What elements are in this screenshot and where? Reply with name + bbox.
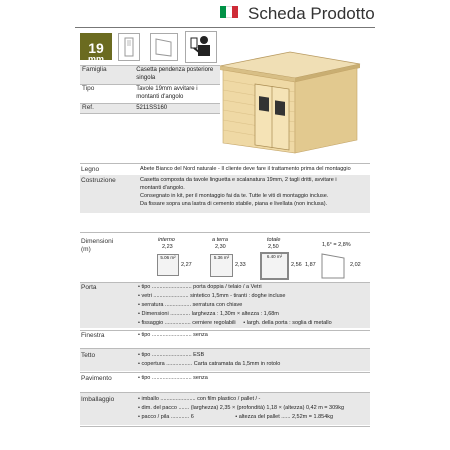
divider <box>80 426 370 427</box>
summary-value: Casetta pendenza posteriore singola <box>136 67 214 81</box>
interno-height: 2,27 <box>181 262 192 268</box>
side-height-front: 1,87 <box>305 262 316 268</box>
totale-plan <box>260 252 289 280</box>
roof-slope: 1,6° = 2,8% <box>322 242 351 248</box>
thickness-value: 19 <box>88 40 104 56</box>
imballaggio-item: • imballo ....................... con film plastico / pallet / - <box>138 396 261 402</box>
aterra-width: 2,30 <box>215 244 226 250</box>
interno-plan <box>157 254 179 276</box>
totale-width: 2,50 <box>268 244 279 250</box>
legno-label: Legno <box>81 166 100 173</box>
legno-value: Abete Bianco del Nord naturale - Il cliente deve fare il trattamento prima del montaggio <box>140 166 351 172</box>
summary-row-tipo <box>80 84 220 103</box>
aterra-area: 5.36 m² <box>213 255 230 260</box>
porta-item: • Dimensioni ............. larghezza : 1,30m × altezza : 1,68m <box>138 311 279 317</box>
tetto-section <box>80 349 370 371</box>
porta-label: Porta <box>81 284 97 291</box>
costruzione-line: Consegnato in kit, per il montaggio fai da te. Tutte le viti di montaggio incluse. <box>140 193 329 199</box>
porta-item: • vetri ....................... sintetico 1,5mm - tiranti : doghe incluse <box>138 293 286 299</box>
wall-panel-icon <box>150 33 178 61</box>
side-profile <box>318 250 348 280</box>
italian-flag <box>220 6 238 18</box>
tetto-item: • tipo .......................... ESB <box>138 352 205 358</box>
diy-assembly-icon <box>185 31 217 63</box>
totale-height: 2,56 <box>291 262 302 268</box>
finestra-item: • tipo .......................... senza <box>138 332 208 338</box>
divider <box>80 372 370 373</box>
summary-label: Famiglia <box>82 66 107 73</box>
tetto-label: Tetto <box>81 352 96 359</box>
summary-row-ref <box>80 103 220 114</box>
costruzione-label: Costruzione <box>81 177 116 184</box>
imballaggio-item: • pacco / pila ............ 6 • altezza del pallet ...... 2,52m = 1.854kg <box>138 414 334 420</box>
page-title: Scheda Prodotto <box>248 4 375 23</box>
divider <box>80 163 370 164</box>
door-icon <box>118 33 140 61</box>
divider <box>80 330 370 331</box>
interno-width: 2,23 <box>162 244 173 250</box>
costruzione-line: montanti d'angolo. <box>140 185 185 191</box>
flag-red <box>232 6 238 18</box>
summary-table <box>80 65 220 114</box>
header-divider <box>75 27 375 28</box>
totale-caption: totale <box>267 237 281 243</box>
thickness-unit: mm <box>87 54 104 64</box>
porta-item: • fissaggio ................. cerniere regolabili • largh. della porta : soglia di metallo <box>138 320 332 326</box>
summary-label: Tipo <box>82 85 95 92</box>
totale-area: 6.40 m² <box>266 254 283 259</box>
porta-item: • serratura ................. serratura con chiave <box>138 302 243 308</box>
pavimento-label: Pavimento <box>81 375 112 382</box>
finestra-label: Finestra <box>81 332 105 339</box>
imballaggio-label: Imballaggio <box>81 396 115 403</box>
summary-label: Ref. <box>82 104 94 111</box>
aterra-height: 2,33 <box>235 262 246 268</box>
costruzione-line: Casetta composta da tavole linguetta e scalanatura 19mm, 2 tagli dritti, avvitare i <box>140 177 337 183</box>
imballaggio-item: • dim. del pacco ....... (larghezza) 2,35 × (profondità) 1,18 × (altezza) 0,42 m = 309kg <box>138 405 345 411</box>
pavimento-item: • tipo .......................... senza <box>138 375 208 381</box>
summary-value: 5211SS160 <box>136 105 168 111</box>
interno-area: 5.06 m² <box>160 255 176 260</box>
side-height-back: 2,02 <box>350 262 361 268</box>
aterra-caption: a terra <box>212 237 228 243</box>
shed-illustration <box>215 48 365 158</box>
costruzione-line: Da fissare sopra una lastra di cemento stabile, piana e livellata (non inclusa). <box>140 201 328 207</box>
aterra-plan <box>210 254 233 277</box>
dimensioni-unit: (m) <box>81 246 91 253</box>
thickness-badge <box>80 33 112 64</box>
tetto-item: • copertura ................. Carta catramata da 1,5mm in rotolo <box>138 361 281 367</box>
interno-caption: interno <box>158 237 175 243</box>
divider <box>80 232 370 233</box>
dimensioni-label: Dimensioni <box>81 238 114 245</box>
summary-row-famiglia <box>80 65 220 84</box>
porta-item: • tipo .......................... porta doppia / telaio / a Vetri <box>138 284 262 290</box>
summary-value: Tavole 19mm avvitare i montanti d'angolo <box>136 86 198 100</box>
